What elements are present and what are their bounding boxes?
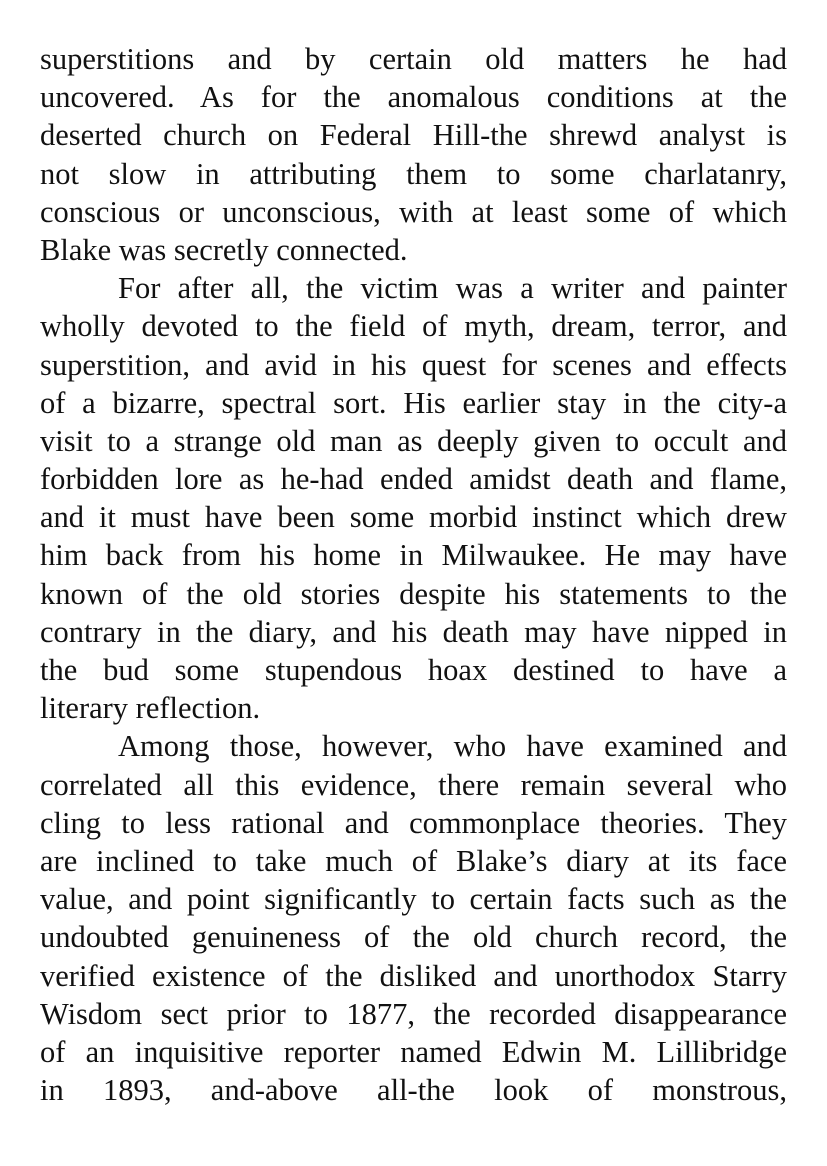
text-line: and it must have been some morbid instinct which drew bbox=[40, 500, 787, 535]
text-line: uncovered. As for the anomalous conditions at the bbox=[40, 80, 787, 115]
text-line: For after all, the victim was a writer and painter bbox=[118, 271, 787, 306]
text-line: forbidden lore as he-had ended amidst death and flame, bbox=[40, 462, 787, 497]
text-line: contrary in the diary, and his death may have nipped in bbox=[40, 614, 787, 649]
text-line: undoubted genuineness of the old church record, the bbox=[40, 920, 787, 955]
text-line: wholly devoted to the field of myth, dream, terror, and bbox=[40, 309, 787, 344]
document-page bbox=[40, 40, 787, 1109]
text-line: verified existence of the disliked and unorthodox Starry bbox=[40, 958, 787, 993]
text-line: correlated all this evidence, there remain several who bbox=[40, 767, 787, 802]
text-line: deserted church on Federal Hill-the shrewd analyst is bbox=[40, 118, 787, 153]
text-line: Among those, however, who have examined and bbox=[118, 729, 787, 764]
text-line: Wisdom sect prior to 1877, the recorded disappearance bbox=[40, 996, 787, 1031]
text-line: of a bizarre, spectral sort. His earlier stay in the city-a bbox=[40, 385, 787, 420]
text-line: him back from his home in Milwaukee. He may have bbox=[40, 538, 787, 573]
text-line: conscious or unconscious, with at least some of which bbox=[40, 194, 787, 229]
text-line: Blake was secretly connected. bbox=[40, 232, 408, 267]
text-line: are inclined to take much of Blake’s diary at its face bbox=[40, 843, 787, 878]
text-line: the bud some stupendous hoax destined to have a bbox=[40, 653, 787, 687]
text-line: literary reflection. bbox=[40, 691, 261, 726]
text-line: known of the old stories despite his statements to the bbox=[40, 576, 787, 611]
text-line: superstitions and by certain old matters he had bbox=[40, 42, 787, 76]
text-line: in 1893, and-above all-the look of monstrous, bbox=[40, 1073, 787, 1108]
text-line: not slow in attributing them to some charlatanry, bbox=[40, 156, 787, 191]
text-line: value, and point significantly to certain facts such as the bbox=[40, 882, 787, 917]
text-line: of an inquisitive reporter named Edwin M. Lillibridge bbox=[40, 1034, 787, 1069]
text-line: cling to less rational and commonplace theories. They bbox=[40, 805, 787, 840]
text-line: visit to a strange old man as deeply given to occult and bbox=[40, 423, 787, 458]
text-line: superstition, and avid in his quest for scenes and effects bbox=[40, 347, 787, 382]
